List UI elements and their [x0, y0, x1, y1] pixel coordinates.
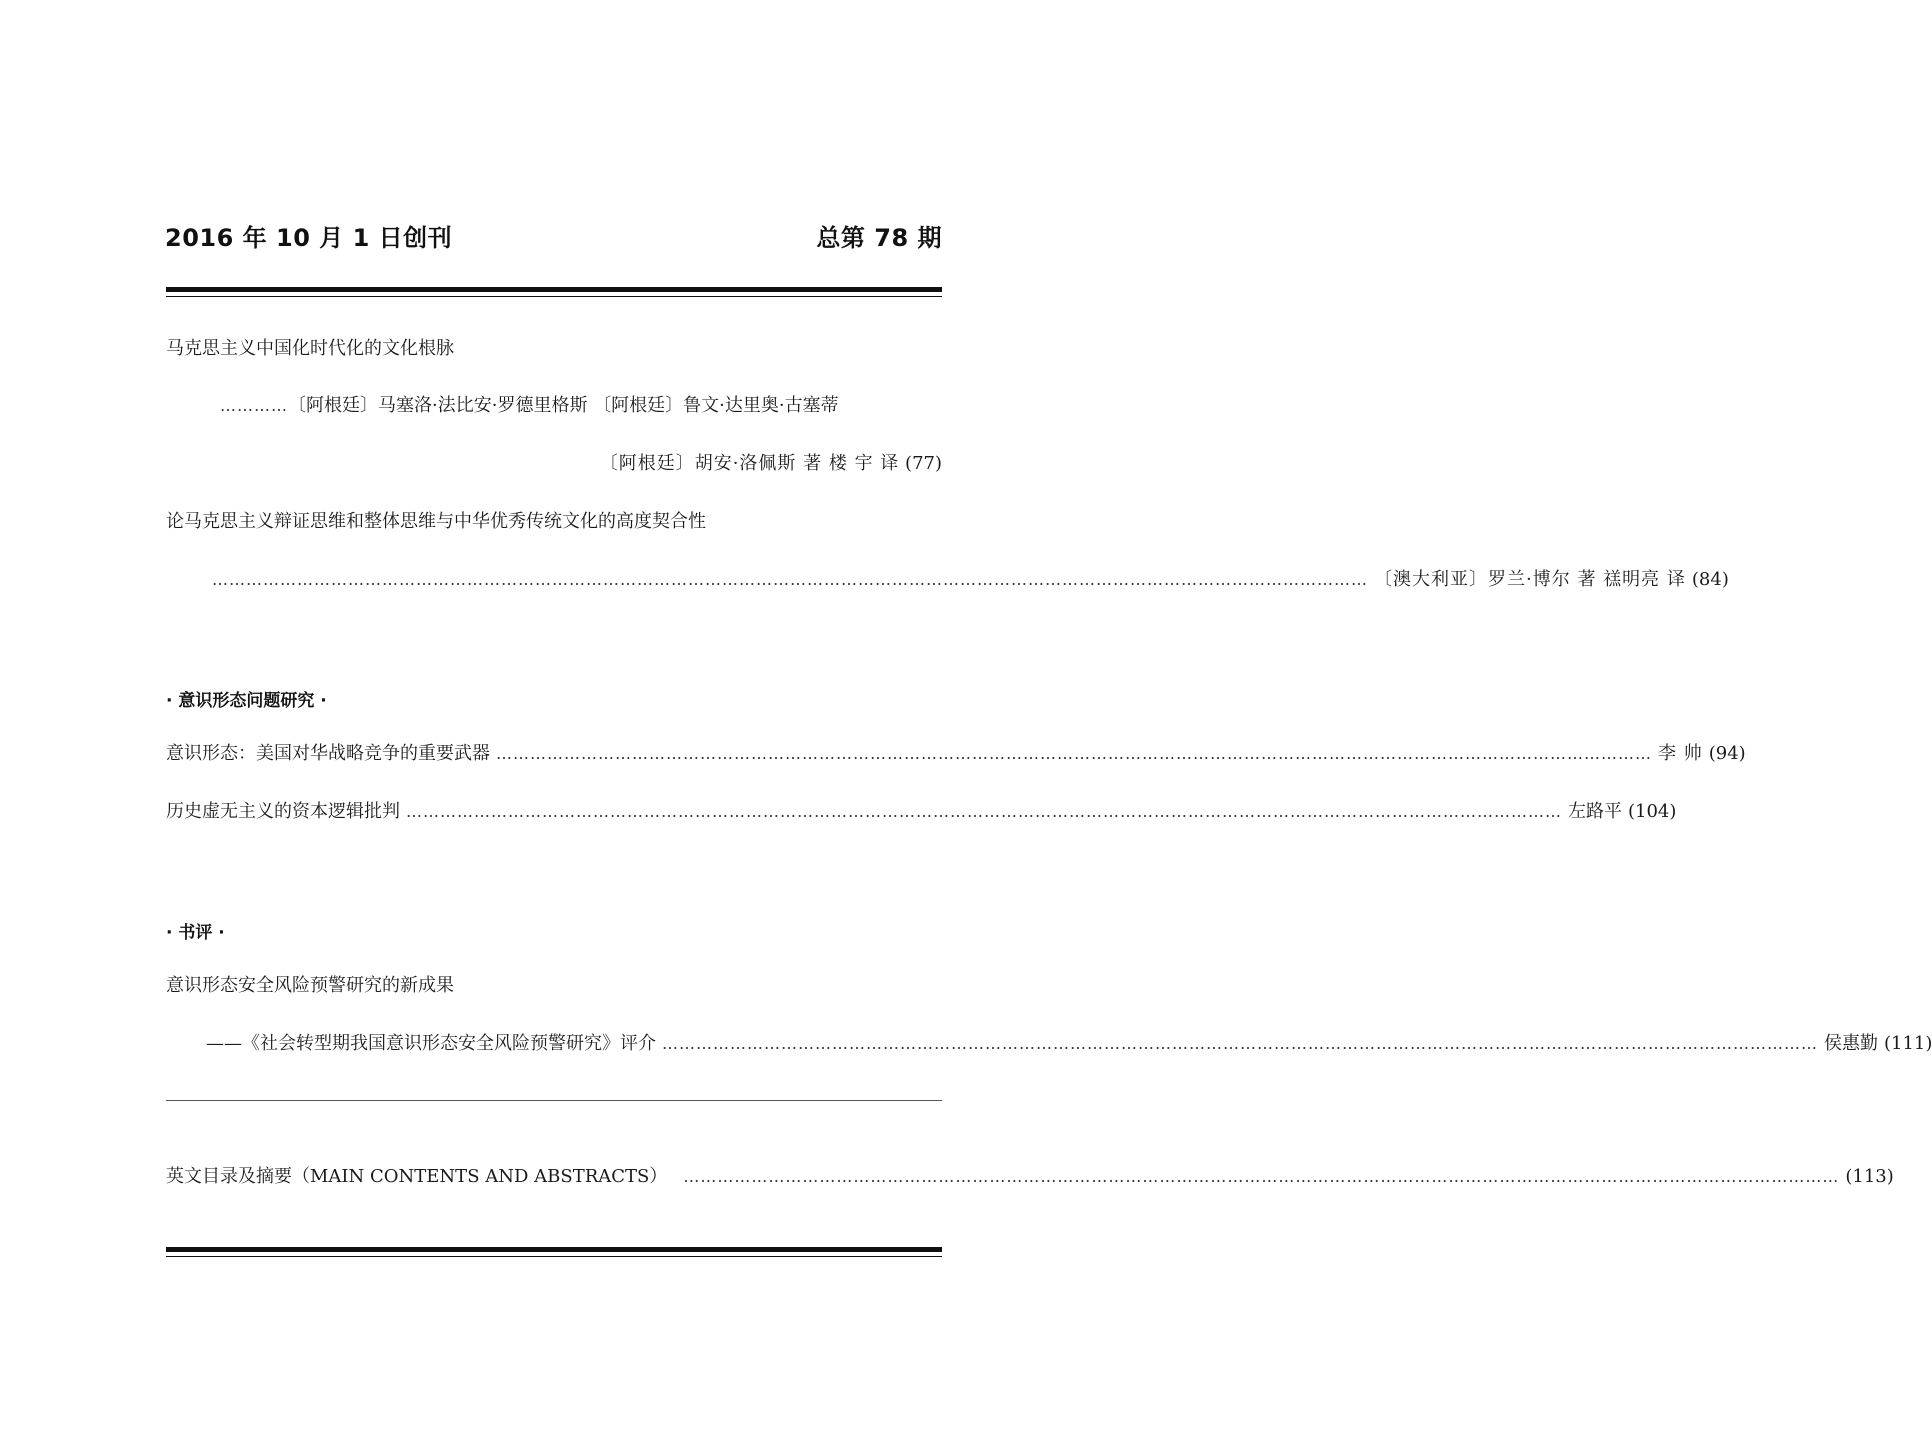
toc-entry[interactable]: [166, 742, 1746, 766]
toc-entry[interactable]: [206, 1032, 1932, 1056]
author-names: 〔阿根廷〕马塞洛·法比安·罗德里格斯 〔阿根廷〕鲁文·达里奥·古塞蒂: [288, 395, 839, 416]
page-number: (77): [905, 453, 942, 474]
article-authors: [212, 568, 1729, 592]
issue-number: 总第 78 期: [816, 224, 942, 252]
page-number: (111): [1884, 1033, 1932, 1054]
bottom-thin-rule: [166, 1256, 942, 1257]
toc-entry[interactable]: [166, 1165, 1894, 1189]
entry-author: 侯惠勤: [1824, 1033, 1878, 1054]
page-number: (84): [1691, 569, 1729, 590]
entry-title: 历史虚无主义的资本逻辑批判: [166, 801, 400, 822]
entry-title: 意识形态：美国对华战略竞争的重要武器: [166, 743, 490, 764]
dot-leader: …………: [220, 396, 288, 415]
article-title[interactable]: 马克思主义中国化时代化的文化根脉: [166, 338, 454, 359]
toc-entry[interactable]: [166, 800, 1677, 824]
dot-leader: ……………………………………………………………………………………………………………………………………………………………………………………: [212, 570, 1368, 589]
author-names: 〔澳大利亚〕罗兰·博尔 著 禚明亮 译: [1374, 569, 1686, 590]
page-number: (104): [1628, 801, 1677, 822]
article-authors: [220, 394, 839, 418]
article-authors-line2: [600, 452, 942, 476]
section-heading: · 意识形态问题研究 ·: [166, 691, 327, 711]
bottom-thick-rule: [166, 1247, 942, 1252]
dot-leader: ……………………………………………………………………………………………………………………………………………………………………………………: [662, 1034, 1818, 1053]
section-heading: · 书评 ·: [166, 923, 225, 943]
dot-leader: ……………………………………………………………………………………………………………………………………………………………………………………: [496, 744, 1652, 763]
entry-author: 李 帅: [1658, 743, 1703, 764]
page-number: (113): [1845, 1166, 1894, 1187]
article-title[interactable]: 论马克思主义辩证思维和整体思维与中华优秀传统文化的高度契合性: [166, 511, 706, 532]
dot-leader: ……………………………………………………………………………………………………………………………………………………………………………………: [406, 802, 1562, 821]
page-number: (94): [1708, 743, 1746, 764]
entry-title[interactable]: 意识形态安全风险预警研究的新成果: [166, 975, 454, 996]
founding-date: 2016 年 10 月 1 日创刊: [165, 224, 453, 252]
dot-leader: ……………………………………………………………………………………………………………………………………………………………………………………: [683, 1167, 1840, 1186]
author-names: 〔阿根廷〕胡安·洛佩斯 著 楼 宇 译: [599, 453, 900, 474]
top-thin-rule: [166, 296, 942, 297]
top-thick-rule: [166, 287, 942, 292]
entry-title: 英文目录及摘要（MAIN CONTENTS AND ABSTRACTS）: [166, 1166, 668, 1187]
entry-author: 左路平: [1568, 801, 1622, 822]
divider: [166, 1100, 942, 1101]
entry-subtitle: ——《社会转型期我国意识形态安全风险预警研究》评介: [206, 1033, 656, 1054]
